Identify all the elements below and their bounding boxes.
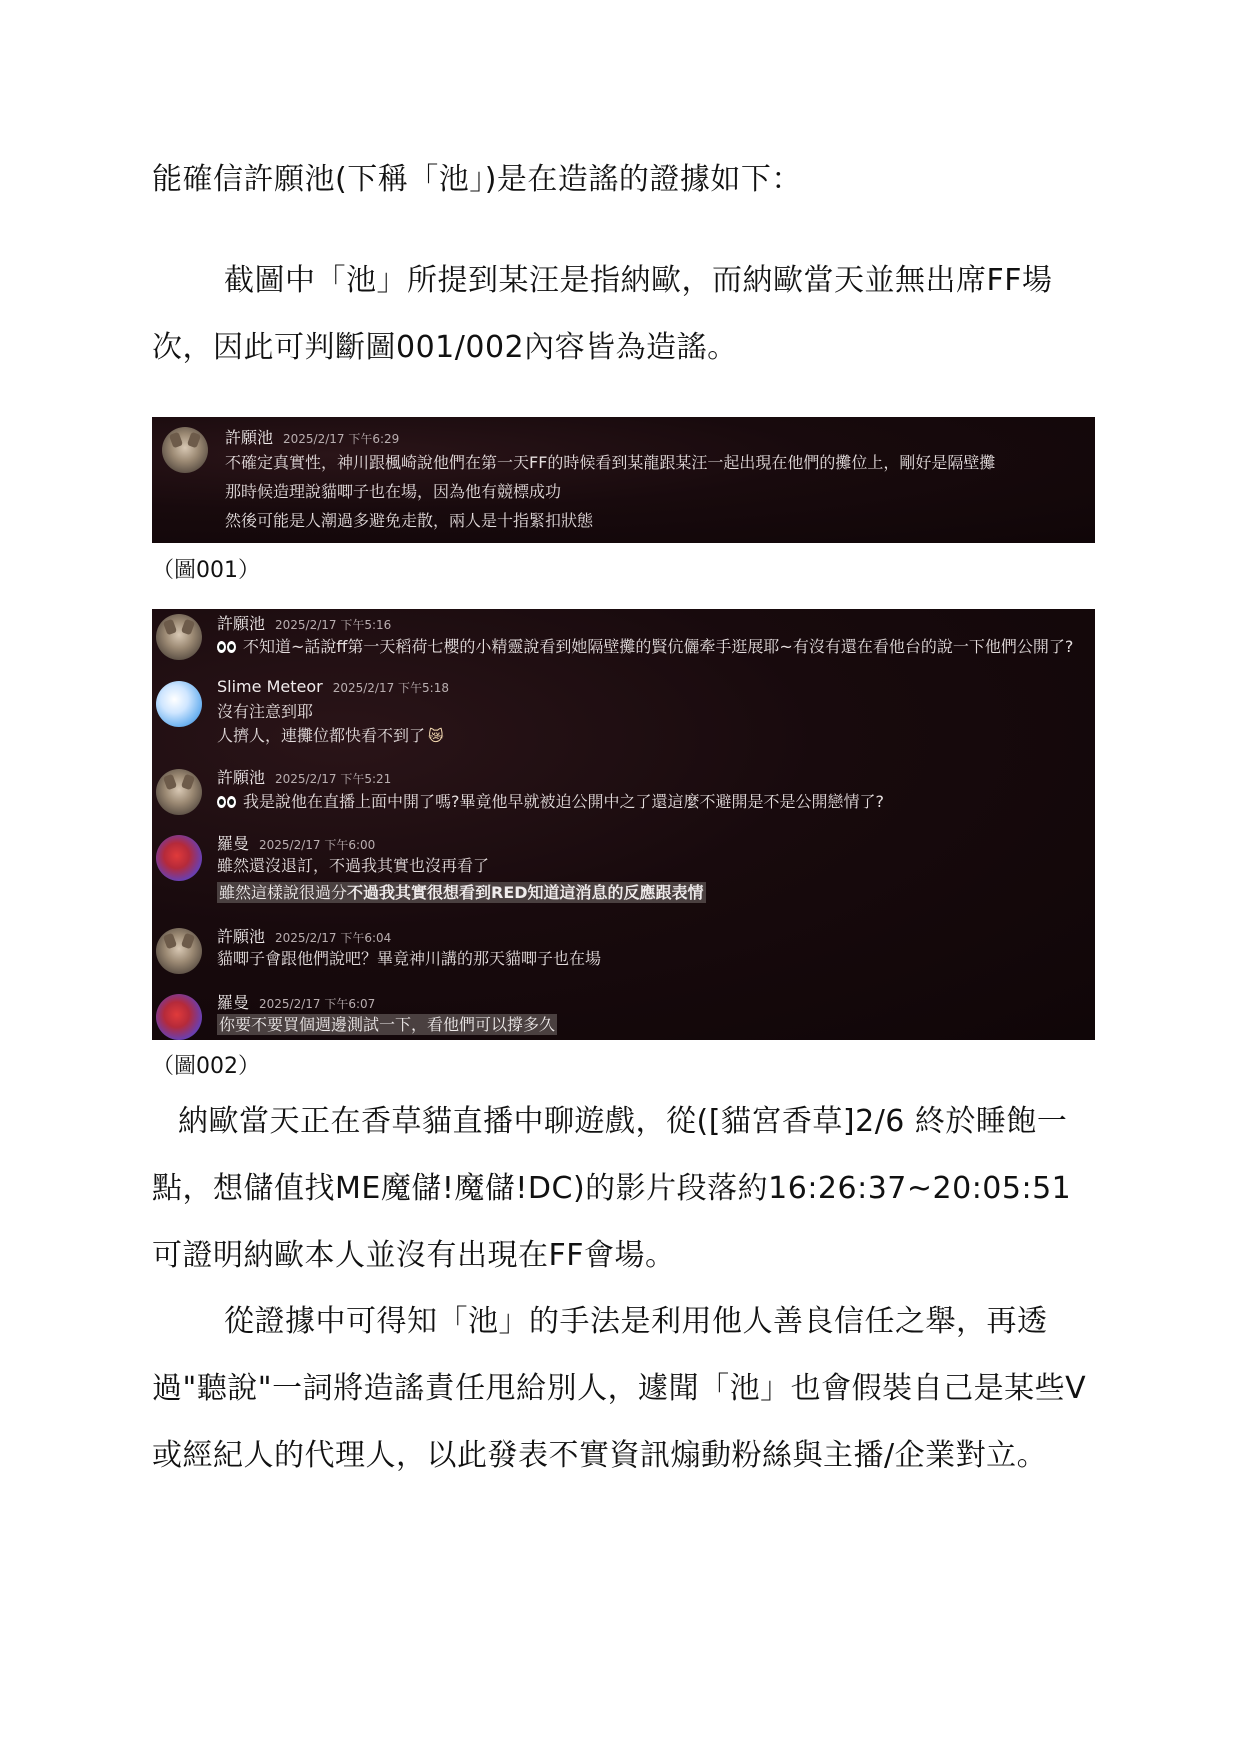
fox-avatar [162, 427, 208, 473]
timestamp: 2025/2/17 下午6:07 [259, 997, 376, 1011]
message-text: 我是說他在直播上面中開了嗎?畢竟他早就被迫公開中之了還這麼不避開是不是公開戀情了? [243, 792, 884, 811]
message-header [217, 924, 391, 947]
figure-caption-002: （圖002） [152, 1054, 260, 1079]
message-line: 那時候造理說貓唧子也在場，因為他有競標成功 [225, 482, 562, 501]
quoted-message-line [217, 880, 706, 903]
fox-avatar [156, 769, 202, 815]
author-name: 許願池 [217, 614, 266, 633]
message-line: 雖然還沒退訂，不過我其實也沒再看了 [217, 856, 490, 875]
paragraph-conclusion: 截圖中「池」所提到某汪是指納歐，而納歐當天並無出席FF場次，因此可判斷圖001/002內容皆為造謠。 [152, 263, 1053, 365]
message-header [225, 425, 399, 448]
figure-caption-001: （圖001） [152, 558, 260, 583]
message-header [217, 765, 391, 788]
message-line: 不確定真實性，神川跟楓崎說他們在第一天FF的時候看到某龍跟某汪一起出現在他們的攤位上，剛好是隔壁攤 [225, 453, 996, 472]
author-name: 羅曼 [217, 993, 250, 1012]
author-name: 許願池 [225, 428, 274, 447]
eyes-emoji-icon [217, 792, 237, 811]
eyes-emoji-icon [217, 637, 237, 656]
quote-highlight: 你要不要買個週邊測試一下，看他們可以撐多久 [219, 1015, 556, 1034]
message-line: 然後可能是人潮過多避免走散，兩人是十指緊扣狀態 [225, 511, 594, 530]
blushing-cat-emoji-icon: 😿 [428, 727, 444, 745]
message-text: 人擠人，連攤位都快看不到了 [217, 726, 426, 745]
slime-avatar [156, 681, 202, 727]
quote-highlight: 雖然這樣說很過分不過我其實很想看到RED知道這消息的反應跟表情 [219, 883, 704, 902]
message-line [217, 723, 444, 746]
paragraph-alibi: 納歐當天正在香草貓直播中聊遊戲，從([貓宮香草]2/6 終於睡飽一點，想儲值找ME魔儲!魔儲!DC)的影片段落約16:26:37~20:05:51可證明納歐本人並沒有出現在FF會場。 [152, 1104, 1072, 1273]
message-line [217, 789, 884, 812]
message-line: 貓唧子會跟他們說吧？畢竟神川講的那天貓唧子也在場 [217, 949, 602, 968]
roman-avatar [156, 835, 202, 881]
paragraph-method: 從證據中可得知「池」的手法是利用他人善良信任之舉，再透過"聽說"一詞將造謠責任甩給別人，遽聞「池」也會假裝自己是某些V或經紀人的代理人，以此發表不實資訊煽動粉絲與主播/企業對立。 [152, 1304, 1087, 1473]
message-line [217, 1012, 557, 1035]
timestamp: 2025/2/17 下午6:00 [259, 838, 376, 852]
fox-avatar [156, 928, 202, 974]
timestamp: 2025/2/17 下午6:29 [283, 432, 400, 446]
message-header [217, 831, 375, 854]
timestamp: 2025/2/17 下午5:18 [332, 681, 449, 695]
author-name: 許願池 [217, 927, 266, 946]
chat-screenshot-002 [152, 609, 1095, 1040]
message-line: 沒有注意到耶 [217, 702, 314, 721]
message-header [217, 611, 391, 634]
timestamp: 2025/2/17 下午6:04 [275, 931, 392, 945]
message-text: 不知道~話說ff第一天稻荷七櫻的小精靈說看到她隔壁攤的賢伉儷牽手逛展耶~有沒有還在看他台的說一下他們公開了? [243, 637, 1074, 656]
intro-paragraph: 能確信許願池(下稱「池」)是在造謠的證據如下： [152, 162, 802, 197]
timestamp: 2025/2/17 下午5:16 [275, 618, 392, 632]
author-name: 羅曼 [217, 834, 250, 853]
timestamp: 2025/2/17 下午5:21 [275, 772, 392, 786]
fox-avatar [156, 614, 202, 660]
message-header [217, 677, 449, 696]
roman-avatar [156, 994, 202, 1040]
message-line [217, 634, 1073, 657]
chat-screenshot-001 [152, 417, 1095, 543]
message-header [217, 990, 375, 1013]
author-name: 許願池 [217, 768, 266, 787]
author-name: Slime Meteor [217, 677, 323, 696]
